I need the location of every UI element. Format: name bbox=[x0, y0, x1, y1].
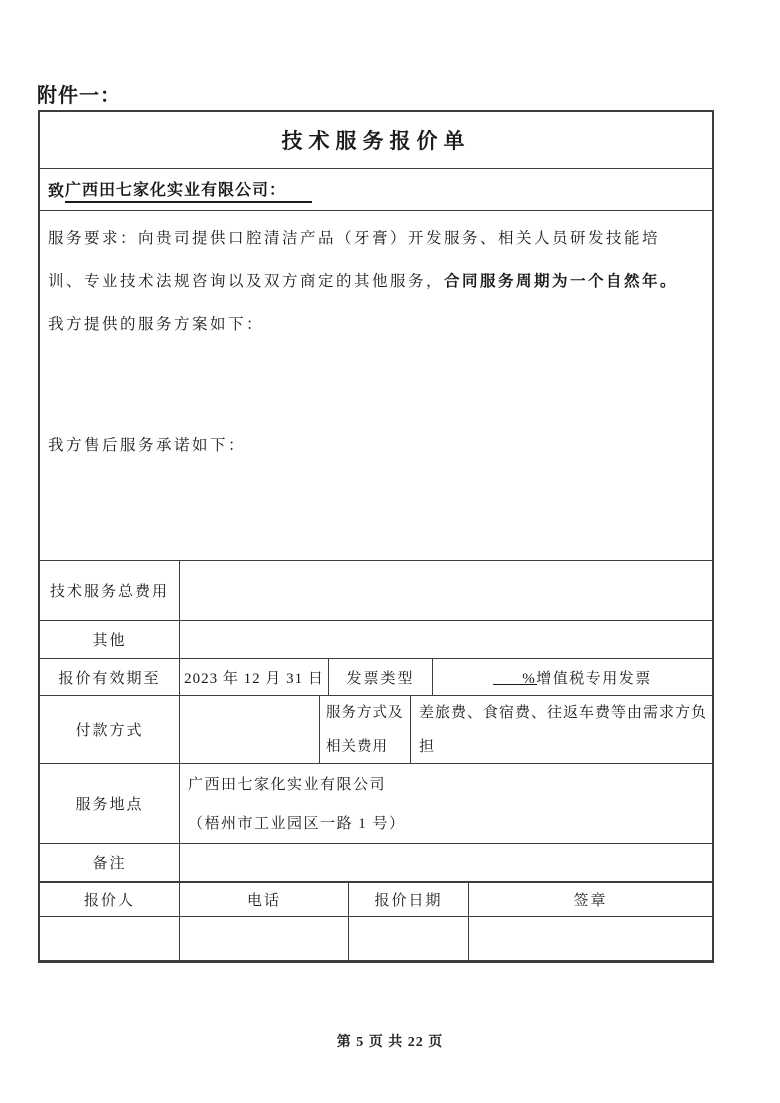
quoter-entry-row bbox=[40, 916, 712, 960]
service-requirements-cell bbox=[40, 211, 712, 560]
quote-date-entry-cell bbox=[348, 917, 468, 960]
recipient-line bbox=[40, 169, 712, 210]
service-mode-label-cell bbox=[319, 696, 410, 763]
phone-label: 电话 bbox=[179, 883, 348, 916]
invoice-type-value: %增值税专用发票 bbox=[522, 670, 652, 687]
validity-label: 报价有效期至 bbox=[58, 670, 161, 687]
aftersale-heading: 我方售后服务承诺如下： bbox=[48, 437, 247, 454]
invoice-type-value-cell bbox=[432, 659, 712, 695]
other-value-cell bbox=[179, 621, 712, 658]
location-label: 服务地点 bbox=[75, 797, 144, 813]
total-fee-value-cell bbox=[179, 561, 712, 620]
page-number-footer: 第 5 页 共 22 页 bbox=[336, 1035, 444, 1050]
requirements-line-2 bbox=[48, 260, 704, 303]
requirements-line-2-normal: 训、专业技术法规咨询以及双方商定的其他服务， bbox=[48, 273, 445, 290]
quote-date-label: 报价日期 bbox=[348, 883, 468, 916]
payment-label: 付款方式 bbox=[75, 723, 144, 739]
signature-label: 签章 bbox=[468, 883, 712, 916]
phone-entry-cell bbox=[179, 917, 348, 960]
quoter-entry-cell bbox=[40, 917, 179, 960]
travel-note-cell bbox=[410, 696, 712, 763]
payment-row bbox=[40, 695, 712, 763]
remark-label: 备注 bbox=[92, 856, 127, 872]
total-fee-row bbox=[40, 560, 712, 620]
location-line-1: 广西田七家化实业有限公司 bbox=[188, 777, 387, 793]
travel-note-line-1: 差旅费、食宿费、往返车费等由需求方负 bbox=[419, 705, 708, 721]
recipient-name-underlined: 广西田七家化实业有限公司： bbox=[65, 177, 312, 203]
signature-entry-cell bbox=[468, 917, 712, 960]
location-line-2: （梧州市工业园区一路 1 号） bbox=[188, 816, 406, 832]
quotation-table bbox=[38, 110, 714, 963]
recipient-prefix: 致 bbox=[48, 183, 66, 200]
attachment-heading: 附件一： bbox=[37, 85, 121, 107]
other-row bbox=[40, 620, 712, 658]
payment-value-cell bbox=[179, 696, 319, 763]
validity-date-value: 2023 年 12 月 31 日 bbox=[179, 659, 328, 695]
requirements-line-2-bold: 合同服务周期为一个自然年。 bbox=[444, 273, 679, 290]
other-label: 其他 bbox=[92, 633, 127, 649]
remark-row bbox=[40, 843, 712, 881]
recipient-row bbox=[40, 168, 712, 210]
quoter-label: 报价人 bbox=[83, 893, 135, 909]
content-row bbox=[40, 210, 712, 560]
quoter-header-row bbox=[40, 881, 712, 916]
remark-value-cell bbox=[179, 844, 712, 881]
total-fee-label: 技术服务总费用 bbox=[49, 584, 169, 600]
service-mode-line-2: 相关费用 bbox=[326, 739, 388, 755]
form-title: 技术服务报价单 bbox=[281, 129, 471, 153]
travel-note-line-2: 担 bbox=[419, 739, 436, 755]
service-plan-heading: 我方提供的服务方案如下： bbox=[48, 316, 265, 333]
validity-row bbox=[40, 658, 712, 695]
location-row bbox=[40, 763, 712, 843]
title-row bbox=[40, 112, 712, 168]
location-value-cell bbox=[179, 764, 712, 843]
requirements-line-1: 服务要求：向贵司提供口腔清洁产品（牙膏）开发服务、相关人员研发技能培 bbox=[48, 230, 661, 247]
invoice-type-label: 发票类型 bbox=[328, 659, 432, 695]
service-mode-line-1: 服务方式及 bbox=[326, 705, 404, 721]
